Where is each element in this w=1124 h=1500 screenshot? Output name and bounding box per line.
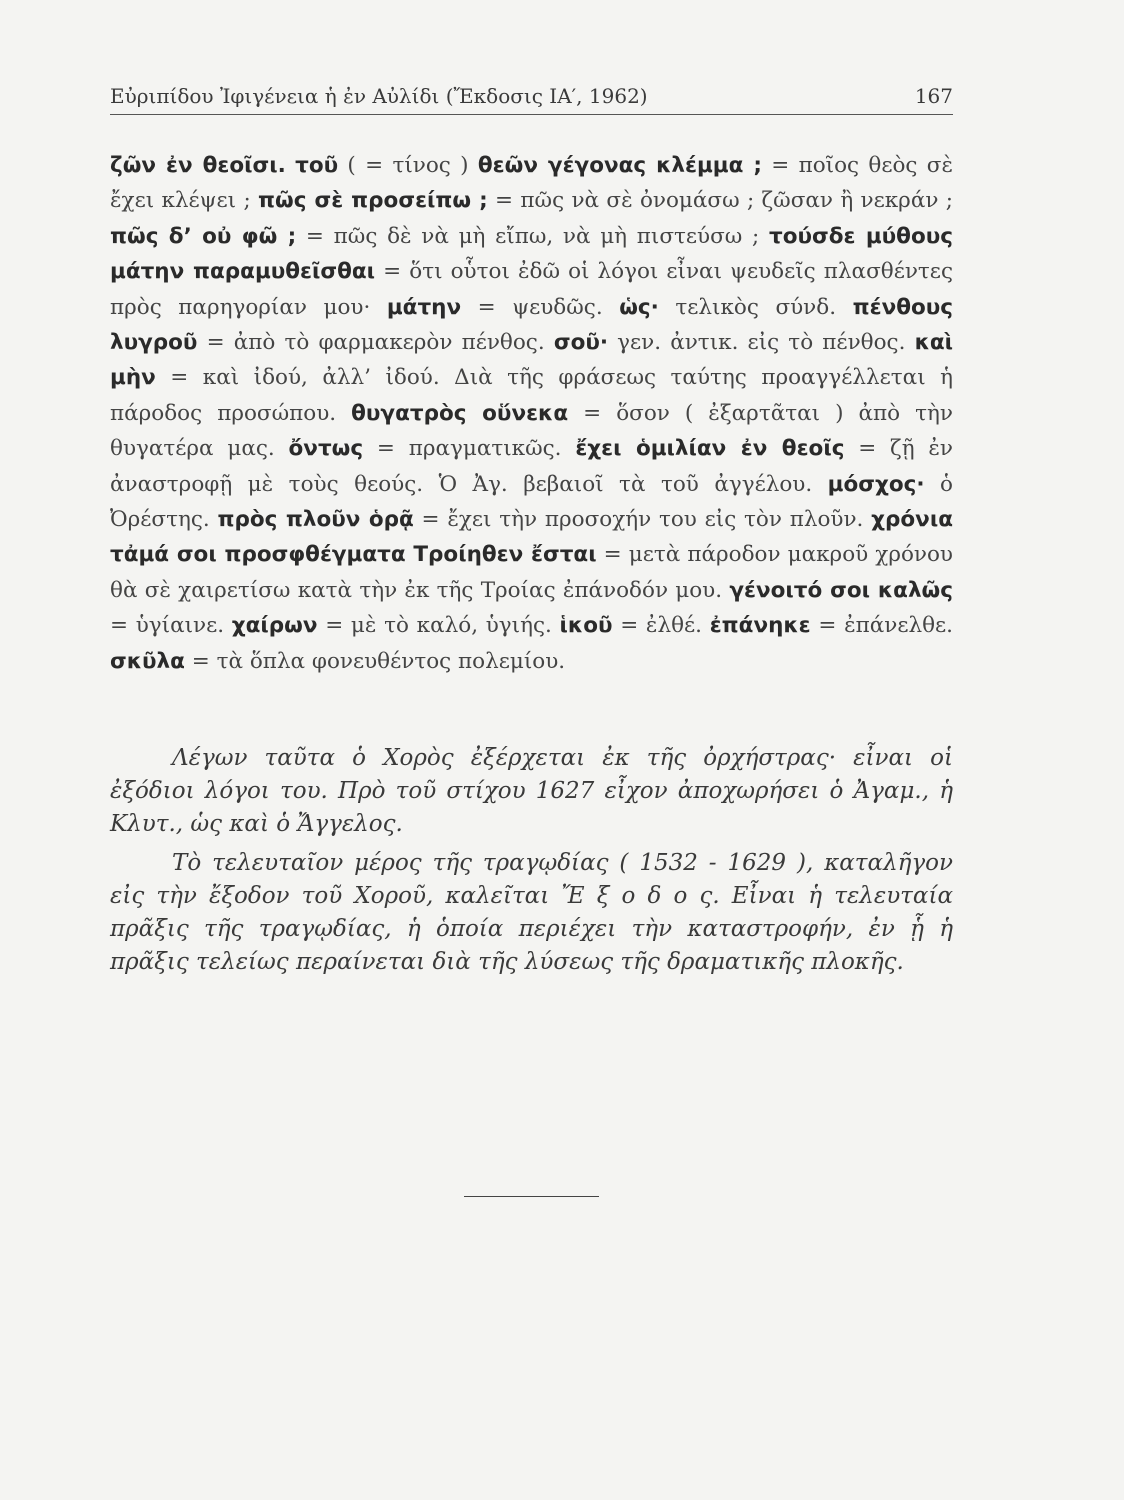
glossary-term: θυγατρὸς οὕνεκα [351, 400, 569, 426]
glossary-gloss: = ἀπὸ τὸ φαρμακερὸν πένθος. [197, 330, 554, 356]
glossary-term: ἐπάνηκε [709, 613, 811, 639]
glossary-gloss: = πῶς νὰ σὲ ὀνομάσω ; ζῶσαν ἢ νεκράν ; [487, 188, 954, 214]
glossary-term: γένοιτό σοι καλῶς [729, 577, 953, 603]
glossary-gloss: = ἔχει τὴν προσοχήν του εἰς τὸν πλοῦν. [413, 507, 872, 533]
glossary-term: πένθους λυγροῦ [110, 294, 954, 356]
page-header [110, 84, 953, 115]
glossary-term: ἔχει ὁμιλίαν ἐν θεοῖς [575, 436, 845, 462]
running-title: Εὐριπίδου Ἰφιγένεια ἡ ἐν Αὐλίδι (Ἔκδοσις ΙΑ′, 1962) [110, 84, 648, 108]
glossary-notes [110, 148, 953, 679]
glossary-term: πῶς σὲ προσείπω ; [258, 188, 488, 214]
glossary-gloss: = ἐλθέ. [612, 613, 710, 639]
glossary-term: τοῦ [295, 153, 339, 178]
glossary-gloss: = τὰ ὅπλα φονευθέντος πολεμίου. [184, 648, 566, 674]
glossary-gloss: = ψευδῶς. [461, 294, 620, 320]
glossary-gloss: = μὲ τὸ καλό, ὑγιής. [317, 613, 560, 639]
glossary-term: χαίρων [231, 613, 318, 639]
glossary-gloss: = καὶ ἰδού, ἀλλ’ ἰδού. Διὰ τῆς φράσεως ταύτης προαγγέλλεται ἡ πάροδος προσώπου. [110, 365, 953, 426]
glossary-gloss [286, 153, 295, 178]
glossary-gloss: = ποῖος θεὸς σὲ ἔχει κλέψει ; [110, 153, 953, 214]
glossary-gloss: γεν. ἀντικ. εἰς τὸ πένθος. [608, 330, 915, 356]
glossary-gloss: = μετὰ πάροδον μακροῦ χρόνου θὰ σὲ χαιρετίσω κατὰ τὴν ἐκ τῆς Τροίας ἐπάνοδόν μου. [110, 542, 953, 603]
glossary-term: ὄντως [288, 436, 364, 462]
glossary-term: σοῦ· [553, 330, 609, 356]
page-number: 167 [914, 84, 953, 108]
glossary-term: χρόνια τἀμά σοι προσφθέγματα Τροίηθεν ἔσται [110, 507, 953, 568]
commentary-paragraph-2: Τὸ τελευταῖον μέρος τῆς τραγῳδίας ( 1532 - 1629 ), καταλῆγον εἰς τὴν ἔξοδον τοῦ Χοροῦ, καλεῖται Ἔ ξ ο δ ο ς. Εἶναι ἡ τελευταία πρᾶξις τῆς τραγῳδίας, ἡ ὁποία περιέχει τὴν καταστροφήν, ἐν ᾗ ἡ πρᾶξις τελείως περαίνεται διὰ τῆς λύσεως τῆς δραματικῆς πλοκῆς. [110, 850, 953, 975]
glossary-gloss: = ὅτι οὗτοι ἐδῶ οἱ λόγοι εἶναι ψευδεῖς πλασθέντες πρὸς παρηγορίαν μου· [110, 259, 953, 320]
glossary-term: ἱκοῦ [559, 613, 613, 639]
glossary-term: σκῦλα [110, 648, 185, 674]
glossary-term: τούσδε μύθους μάτην παραμυθεῖσθαι [110, 223, 953, 285]
glossary-term: καὶ μὴν [110, 330, 953, 391]
glossary-term: μάτην [386, 294, 462, 320]
glossary-term: μόσχος· [827, 471, 925, 497]
end-rule [464, 1196, 599, 1197]
glossary-gloss: = πραγματικῶς. [363, 436, 576, 462]
glossary-term: θεῶν γέγονας κλέμμα ; [477, 153, 762, 178]
glossary-gloss: = ὑγίαινε. [110, 613, 232, 639]
glossary-term: ζῶν ἐν θεοῖσι. [110, 153, 286, 178]
glossary-gloss: = ἐπάνελθε. [810, 613, 954, 639]
glossary-term: ὡς· [619, 294, 659, 320]
commentary-paragraph-1: Λέγων ταῦτα ὁ Χορὸς ἐξέρχεται ἐκ τῆς ὀρχήστρας· εἶναι οἱ ἐξόδιοι λόγοι του. Πρὸ τοῦ στίχου 1627 εἶχον ἀποχωρήσει ὁ Ἀγαμ., ἡ Κλυτ., ὡς καὶ ὁ Ἄγγελος. [110, 745, 953, 837]
glossary-gloss: ( = τίνος ) [338, 153, 478, 178]
commentary [110, 742, 953, 979]
glossary-gloss: ὁ Ὀρέστης. [110, 471, 953, 533]
glossary-gloss: = πῶς δὲ νὰ μὴ εἴπω, νὰ μὴ πιστεύσω ; [296, 223, 769, 249]
glossary-gloss: = ὅσον ( ἐξαρτᾶται ) ἀπὸ τὴν θυγατέρα μας. [110, 400, 954, 462]
glossary-term: πρὸς πλοῦν ὁρᾷ [217, 507, 414, 533]
glossary-gloss: τελικὸς σύνδ. [658, 294, 853, 320]
glossary-gloss: = ζῇ ἐν ἀναστροφῇ μὲ τοὺς θεούς. Ὁ Ἀγ. βεβαιοῖ τὰ τοῦ ἀγγέλου. [110, 436, 953, 497]
glossary-term: πῶς δ’ οὐ φῶ ; [110, 223, 297, 249]
